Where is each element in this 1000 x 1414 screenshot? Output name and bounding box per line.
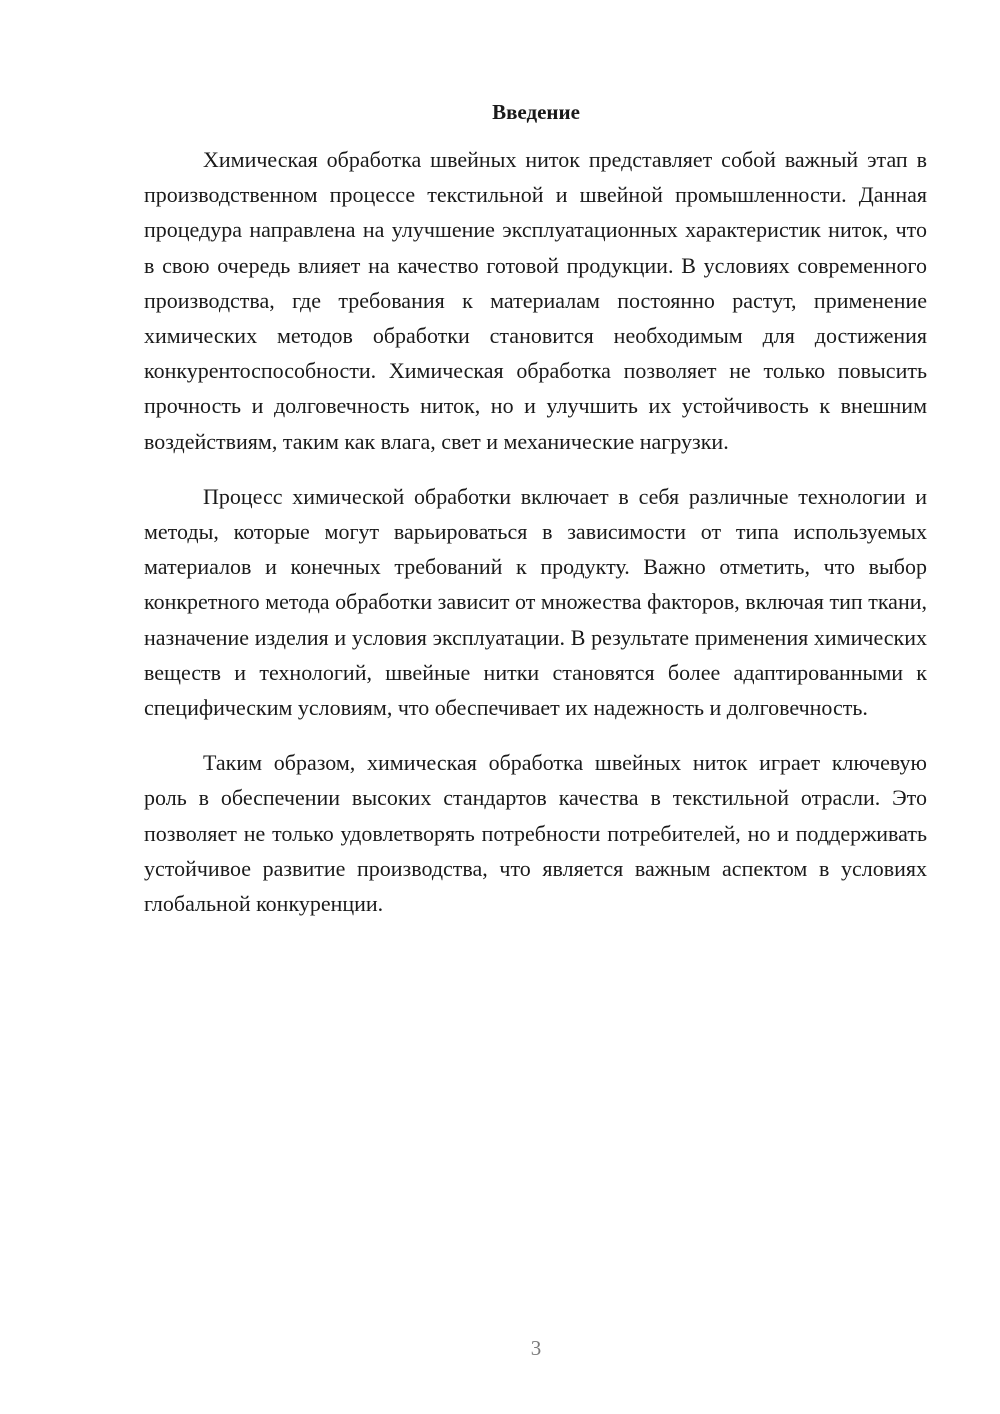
paragraph-1: Химическая обработка швейных ниток представляет собой важный этап в производственном процессе текстильной и швейной промышленности. Данная процедура направлена на улучшение эксплуатационных характеристик ниток, что в свою очередь влияет на качество готовой продукции. В условиях современного производства, где требования к материалам постоянно растут, применение химических методов обработки становится необходимым для достижения конкурентоспособности. Химическая обработка позволяет не только повысить прочность и долговечность ниток, но и улучшить их устойчивость к внешним воздействиям, таким как влага, свет и механические нагрузки. [144,147,927,454]
paragraph-2: Процесс химической обработки включает в себя различные технологии и методы, которые могут варьироваться в зависимости от типа используемых материалов и конечных требований к продукту. Важно отметить, что выбор конкретного метода обработки зависит от множества факторов, включая тип ткани, назначение изделия и условия эксплуатации. В результате применения химических веществ и технологий, швейные нитки становятся более адаптированными к специфическим условиям, что обеспечивает их надежность и долговечность. [144,483,927,721]
section-heading: Введение [492,100,580,124]
paragraph-3: Таким образом, химическая обработка швейных ниток играет ключевую роль в обеспечении высоких стандартов качества в текстильной отрасли. Это позволяет не только удовлетворять потребности потребителей, но и поддерживать устойчивое развитие производства, что является важным аспектом в условиях глобальной конкуренции. [144,750,927,917]
page-number: 3 [530,1336,542,1360]
body-text [144,142,927,941]
